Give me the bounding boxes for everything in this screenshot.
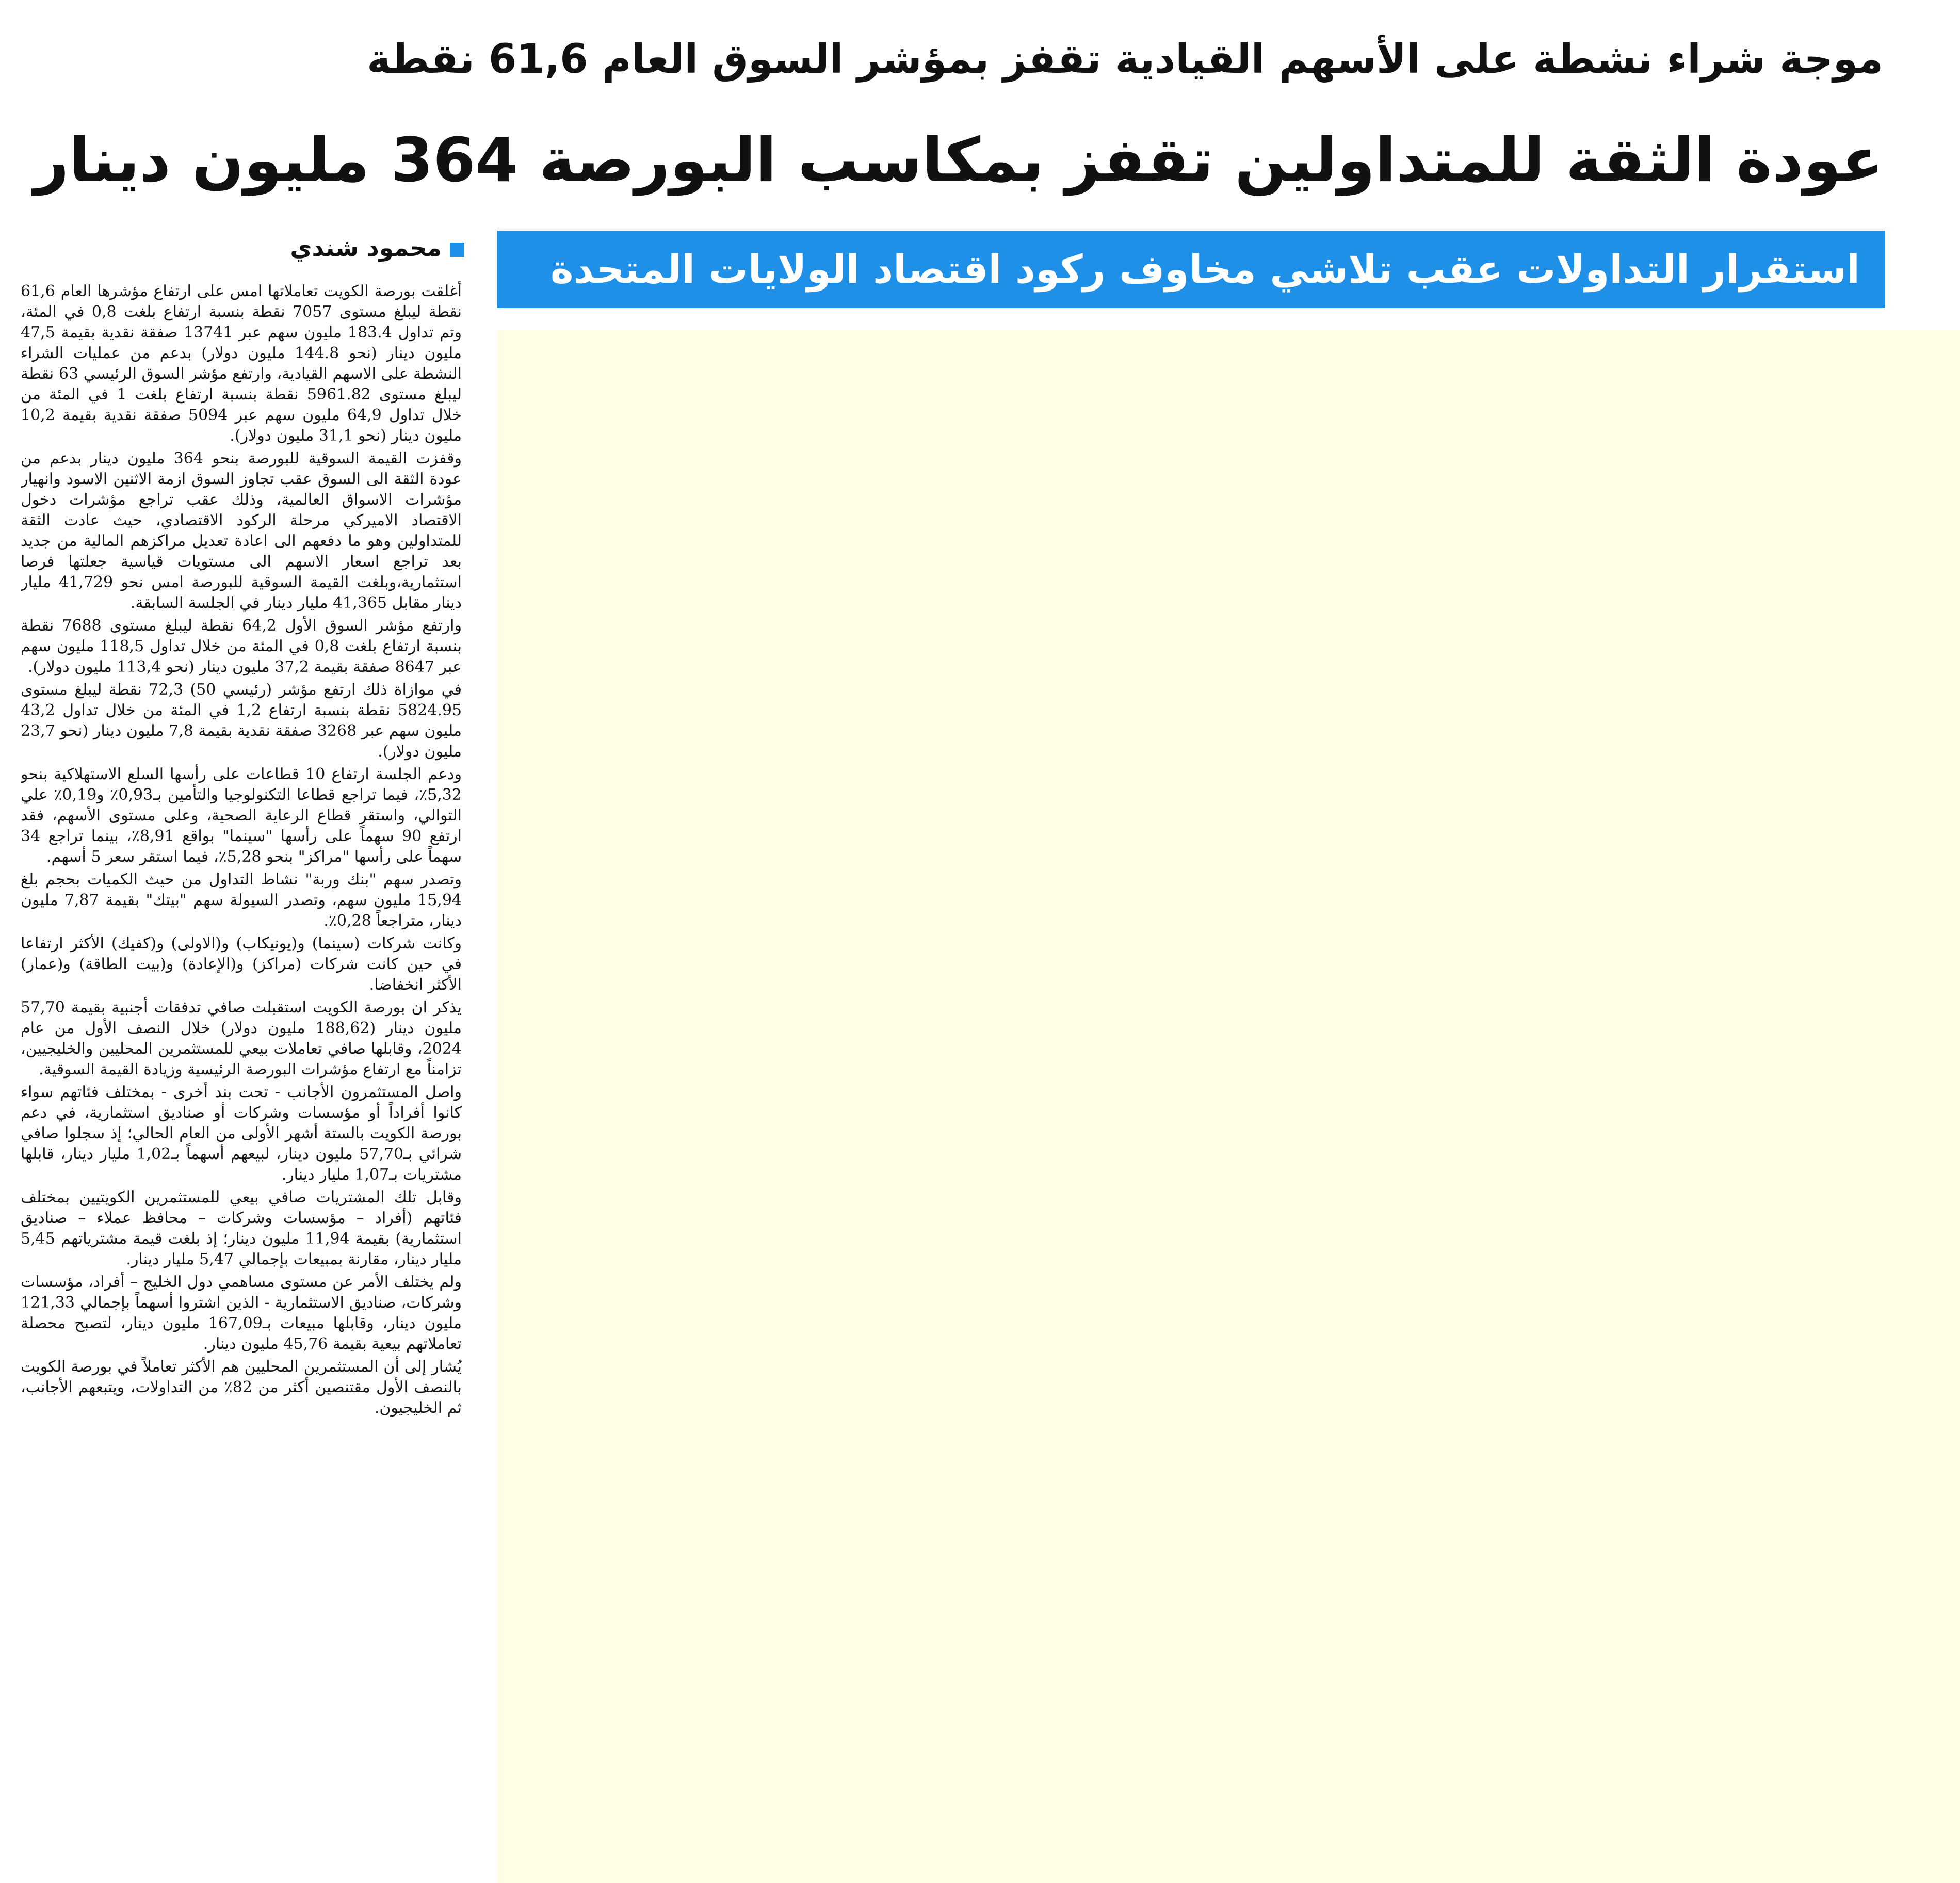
article-body [21, 281, 462, 1871]
kicker-headline: موجة شراء نشطة على الأسهم القيادية تقفز بمؤشر السوق العام 61,6 نقطة [367, 36, 1883, 83]
subheadline-banner [497, 231, 1885, 308]
article-paragraph: ولم يختلف الأمر عن مستوى مساهمي دول الخليج – أفراد، مؤسسات وشركات، صناديق الاستثمارية - الذين اشتروا أسهماً بإجمالي 121,33 مليون دينار، وقابلها مبيعات بـ167,09 مليون دينار، لتصبح محصلة تعاملاتهم بيعية بقيمة 45,76 مليون دينار. [21, 1273, 462, 1353]
article-paragraph: في موازاة ذلك ارتفع مؤشر (رئيسي 50) 72,3 نقطة ليبلغ مستوى 5824.95 نقطة بنسبة ارتفاع 1,2 في المئة من خلال تداول 43,2 مليون سهم عبر 3268 صفقة نقدية بقيمة 7,8 مليون دينار (نحو 23,7 مليون دولار). [21, 681, 462, 761]
article-paragraph: يُشار إلى أن المستثمرين المحليين هم الأكثر تعاملاً في بورصة الكويت بالنصف الأول مقتنصين أكثر من 82٪ من التداولات، ويتبعهم الأجانب، ثم الخليجيون. [21, 1358, 462, 1417]
article-paragraph: وقفزت القيمة السوقية للبورصة بنحو 364 مليون دينار بدعم من عودة الثقة الى السوق عقب تجاوز السوق ازمة الاثنين الاسود وانهيار مؤشرات الاسواق العالمية، وذلك عقب تراجع مؤشرات دخول الاقتصاد الاميركي مرحلة الركود الاقتصادي، حيث عادت الثقة للمتداولين وهو ما دفعهم الى اعادة تعديل مراكزهم المالية من جديد بعد تراجع اسعار الاسهم الى مستويات قياسية جعلتها فرصا استثمارية،وبلغت القيمة السوقية للبورصة امس نحو 41,729 مليار دينار مقابل 41,365 مليار دينار في الجلسة السابقة. [21, 449, 462, 612]
article-paragraph: وكانت شركات (سينما) و(يونيكاب) و(الاولى) و(كفيك) الأكثر ارتفاعا في حين كانت شركات (مراكز) و(الإعادة) و(بيت الطاقة) و(عمار) الأكثر انخفاضا. [21, 935, 462, 994]
subheadline-text: استقرار التداولات عقب تلاشي مخاوف ركود اقتصاد الولايات المتحدة [550, 246, 1860, 292]
article-paragraph: ودعم الجلسة ارتفاع 10 قطاعات على رأسها السلع الاستهلاكية بنحو 5,32٪، فيما تراجع قطاعا التكنولوجيا والتأمين بـ0,93٪ و0,19٪ علي التوالي، واستقر قطاع الرعاية الصحية، وعلى مستوى الأسهم، فقد ارتفع 90 سهماً على رأسها "سينما" بواقع 8,91٪، بينما تراجع 34 سهماً على رأسها "مراكز" بنحو 5,28٪، فيما استقر سعر 5 أسهم. [21, 765, 462, 866]
article-paragraph: وقابل تلك المشتريات صافي بيعي للمستثمرين الكويتيين بمختلف فئاتهم (أفراد – مؤسسات وشركات – محافظ عملاء – صناديق استثمارية) بقيمة 11,94 مليون دينار؛ إذ بلغت قيمة مشترياتهم 5,45 مليار دينار، مقارنة بمبيعات بإجمالي 5,47 مليار دينار. [21, 1188, 462, 1268]
article-paragraph: وارتفع مؤشر السوق الأول 64,2 نقطة ليبلغ مستوى 7688 نقطة بنسبة ارتفاع بلغت 0,8 في المئة من خلال تداول 118,5 مليون سهم عبر 8647 صفقة بقيمة 37,2 مليون دينار (نحو 113,4 مليون دولار). [21, 617, 462, 676]
article-paragraph: يذكر ان بورصة الكويت استقبلت صافي تدفقات أجنبية بقيمة 57,70 مليون دينار (188,62 مليون دولار) خلال النصف الأول من عام 2024، وقابلها صافي تعاملات بيعي للمستثمرين المحليين والخليجيين، تزامناً مع ارتفاع مؤشرات البورصة الرئيسية وزيادة القيمة السوقية. [21, 999, 462, 1079]
square-bullet-icon [450, 243, 464, 257]
article-paragraph: واصل المستثمرون الأجانب - تحت بند أخرى - بمختلف فئاتهم سواء كانوا أفراداً أو مؤسسات وشركات أو صناديق استثمارية، في دعم بورصة الكويت بالستة أشهر الأولى من العام الحالي؛ إذ سجلوا صافي شرائي بـ57,70 مليون دينار، لبيعهم أسهماً بـ1,02 مليار دينار، قابلها مشتريات بـ1,07 مليار دينار. [21, 1083, 462, 1184]
article-paragraph: أغلقت بورصة الكويت تعاملاتها امس على ارتفاع مؤشرها العام 61,6 نقطة ليبلغ مستوى 7057 نقطة بنسبة ارتفاع بلغت 0,8 في المئة، وتم تداول 183.4 مليون سهم عبر 13741 صفقة نقدية بقيمة 47,5 مليون دينار (نحو 144.8 مليون دولار) بدعم من عمليات الشراء النشطة على الاسهم القيادية، وارتفع مؤشر السوق الرئيسي 63 نقطة ليبلغ مستوى 5961.82 نقطة بنسبة ارتفاع بلغت 1 في المئة من خلال تداول 64,9 مليون سهم عبر 5094 صفقة نقدية بقيمة 10,2 مليون دينار (نحو 31,1 مليون دولار). [21, 282, 462, 445]
article-paragraph: وتصدر سهم "بنك وربة" نشاط التداول من حيث الكميات بحجم بلغ 15,94 مليون سهم، وتصدر السيولة سهم "بيتك" بقيمة 7,87 مليون دينار، متراجعاً 0,28٪. [21, 871, 462, 930]
main-headline: عودة الثقة للمتداولين تقفز بمكاسب البورصة 364 مليون دينار [34, 124, 1883, 196]
byline [227, 230, 464, 266]
photo-placeholder [497, 330, 1960, 1883]
author-name: محمود شندي [290, 234, 442, 262]
